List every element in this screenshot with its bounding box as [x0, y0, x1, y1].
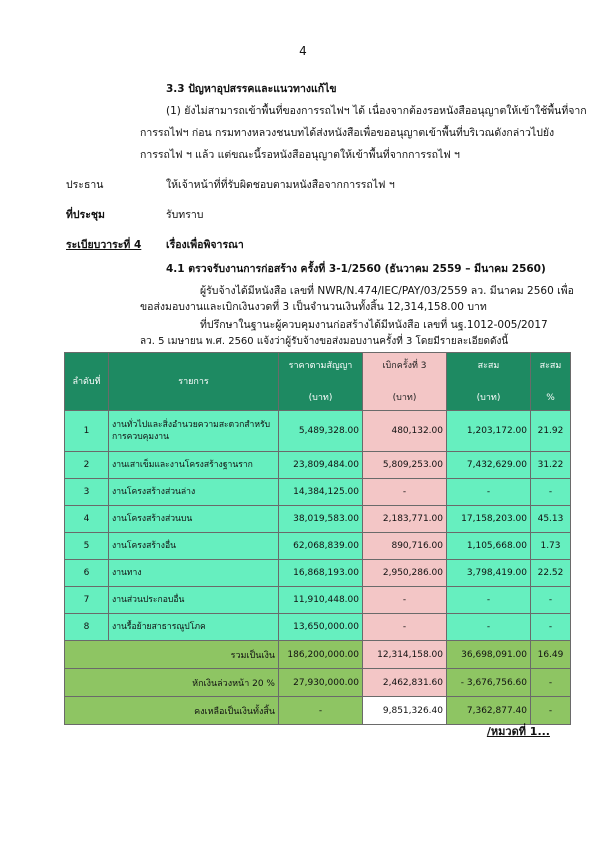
row-no: 5 — [65, 533, 109, 560]
row-item: งานโครงสร้างส่วนล่าง — [109, 479, 279, 506]
paragraph-line: ลว. 5 เมษายน พ.ศ. 2560 แจ้งว่าผู้รับจ้างขอส่งมอบงานครั้งที่ 3 โดยมีรายละเอียดดังนี้ — [140, 336, 509, 347]
paragraph-line: ขอส่งมอบงานและเบิกเงินงวดที่ 3 เป็นจำนวนเงินทั้งสิ้น 12,314,158.00 บาท — [140, 301, 487, 313]
advance-row — [65, 669, 571, 697]
chair-text: ให้เจ้าหน้าที่ที่รับผิดชอบตามหนังสือจากการรถไฟ ฯ — [166, 179, 395, 191]
row-no: 3 — [65, 479, 109, 506]
row-no: 6 — [65, 560, 109, 587]
balance-cumulative: 7,362,877.40 — [447, 697, 531, 725]
row-contract: 13,650,000.00 — [279, 614, 363, 641]
table-row — [65, 614, 571, 641]
table-row — [65, 533, 571, 560]
subsection-heading: 4.1 ตรวจรับงานการก่อสร้าง ครั้งที่ 3-1/2560 (ธันวาคม 2559 – มีนาคม 2560) — [166, 263, 546, 275]
table-row — [65, 506, 571, 533]
row-draw: 2,950,286.00 — [363, 560, 447, 587]
paragraph-line: ที่ปรึกษาในฐานะผู้ควบคุมงานก่อสร้างได้มีหนังสือ เลขที่ นฐ.1012-005/2017 — [200, 319, 548, 331]
row-cumulative: 3,798,419.00 — [447, 560, 531, 587]
header-no: ลำดับที่ — [65, 353, 109, 411]
section-heading: 3.3 ปัญหาอุปสรรคและแนวทางแก้ไข — [166, 83, 337, 95]
row-cumulative: 7,432,629.00 — [447, 452, 531, 479]
row-percent: 22.52 — [531, 560, 571, 587]
total-contract: 186,200,000.00 — [279, 641, 363, 669]
row-cumulative: - — [447, 479, 531, 506]
row-item: งานส่วนประกอบอื่น — [109, 587, 279, 614]
row-cumulative: - — [447, 614, 531, 641]
advance-draw: 2,462,831.60 — [363, 669, 447, 697]
balance-percent: - — [531, 697, 571, 725]
row-percent: 1.73 — [531, 533, 571, 560]
table-row — [65, 587, 571, 614]
balance-contract: - — [279, 697, 363, 725]
row-item: งานโครงสร้างส่วนบน — [109, 506, 279, 533]
row-item: งานเสาเข็มและงานโครงสร้างฐานราก — [109, 452, 279, 479]
table-row — [65, 411, 571, 452]
total-row — [65, 641, 571, 669]
row-contract: 14,384,125.00 — [279, 479, 363, 506]
table-row — [65, 452, 571, 479]
row-draw: - — [363, 614, 447, 641]
header-item: รายการ — [109, 353, 279, 411]
row-draw: 890,716.00 — [363, 533, 447, 560]
payment-table — [64, 352, 571, 725]
row-draw: - — [363, 587, 447, 614]
row-cumulative: 1,203,172.00 — [447, 411, 531, 452]
row-item: งานรื้อย้ายสาธารณูปโภค — [109, 614, 279, 641]
row-contract: 38,019,583.00 — [279, 506, 363, 533]
meeting-text: รับทราบ — [166, 209, 204, 221]
table-row — [65, 479, 571, 506]
row-no: 8 — [65, 614, 109, 641]
row-item: งานทั่วไปและสิ่งอำนวยความสะดวกสำหรับการควบคุมงาน — [109, 411, 279, 452]
table-row — [65, 560, 571, 587]
row-contract: 23,809,484.00 — [279, 452, 363, 479]
paragraph-line: การรถไฟ ฯ แล้ว แต่ขณะนี้รอหนังสืออนุญาตให้เข้าพื้นที่จากการรถไฟ ฯ — [140, 149, 460, 161]
row-contract: 16,868,193.00 — [279, 560, 363, 587]
footer-continuation: /หมวดที่ 1... — [486, 725, 550, 738]
balance-row — [65, 697, 571, 725]
row-no: 1 — [65, 411, 109, 452]
advance-percent: - — [531, 669, 571, 697]
total-label: รวมเป็นเงิน — [65, 641, 279, 669]
header-draw: เบิกครั้งที่ 3 (บาท) — [363, 353, 447, 411]
row-percent: - — [531, 587, 571, 614]
row-draw: - — [363, 479, 447, 506]
total-percent: 16.49 — [531, 641, 571, 669]
advance-cumulative: - 3,676,756.60 — [447, 669, 531, 697]
balance-draw: 9,851,326.40 — [363, 697, 447, 725]
agenda-label: ระเบียบวาระที่ 4 — [66, 239, 142, 251]
row-no: 2 — [65, 452, 109, 479]
paragraph-line: (1) ยังไม่สามารถเข้าพื้นที่ของการรถไฟฯ ได้ เนื่องจากต้องรอหนังสืออนุญาตให้เข้าใช้พื้นที่จาก — [166, 105, 587, 117]
row-percent: 45.13 — [531, 506, 571, 533]
paragraph-line: ผู้รับจ้างได้มีหนังสือ เลขที่ NWR/N.474/IEC/PAY/03/2559 ลว. มีนาคม 2560 เพื่อ — [200, 285, 574, 297]
row-cumulative: 17,158,203.00 — [447, 506, 531, 533]
row-cumulative: - — [447, 587, 531, 614]
advance-label: หักเงินล่วงหน้า 20 % — [65, 669, 279, 697]
row-no: 4 — [65, 506, 109, 533]
table-header-row — [65, 353, 571, 411]
row-contract: 62,068,839.00 — [279, 533, 363, 560]
advance-contract: 27,930,000.00 — [279, 669, 363, 697]
row-percent: 31.22 — [531, 452, 571, 479]
row-contract: 5,489,328.00 — [279, 411, 363, 452]
total-cumulative: 36,698,091.00 — [447, 641, 531, 669]
row-percent: - — [531, 614, 571, 641]
header-percent: สะสม % — [531, 353, 571, 411]
total-draw: 12,314,158.00 — [363, 641, 447, 669]
meeting-label: ที่ประชุม — [66, 209, 105, 221]
chair-label: ประธาน — [66, 179, 104, 191]
header-cumulative: สะสม (บาท) — [447, 353, 531, 411]
row-no: 7 — [65, 587, 109, 614]
row-draw: 5,809,253.00 — [363, 452, 447, 479]
row-item: งานทาง — [109, 560, 279, 587]
row-percent: 21.92 — [531, 411, 571, 452]
row-item: งานโครงสร้างอื่น — [109, 533, 279, 560]
row-cumulative: 1,105,668.00 — [447, 533, 531, 560]
paragraph-line: การรถไฟฯ ก่อน กรมทางหลวงชนบทได้ส่งหนังสือเพื่อขออนุญาตเข้าพื้นที่บริเวณดังกล่าวไปยัง — [140, 127, 555, 139]
header-contract: ราคาตามสัญญา (บาท) — [279, 353, 363, 411]
agenda-title: เรื่องเพื่อพิจารณา — [166, 239, 244, 251]
row-draw: 480,132.00 — [363, 411, 447, 452]
balance-label: คงเหลือเป็นเงินทั้งสิ้น — [65, 697, 279, 725]
page-number: 4 — [299, 44, 307, 58]
row-percent: - — [531, 479, 571, 506]
row-contract: 11,910,448.00 — [279, 587, 363, 614]
row-draw: 2,183,771.00 — [363, 506, 447, 533]
